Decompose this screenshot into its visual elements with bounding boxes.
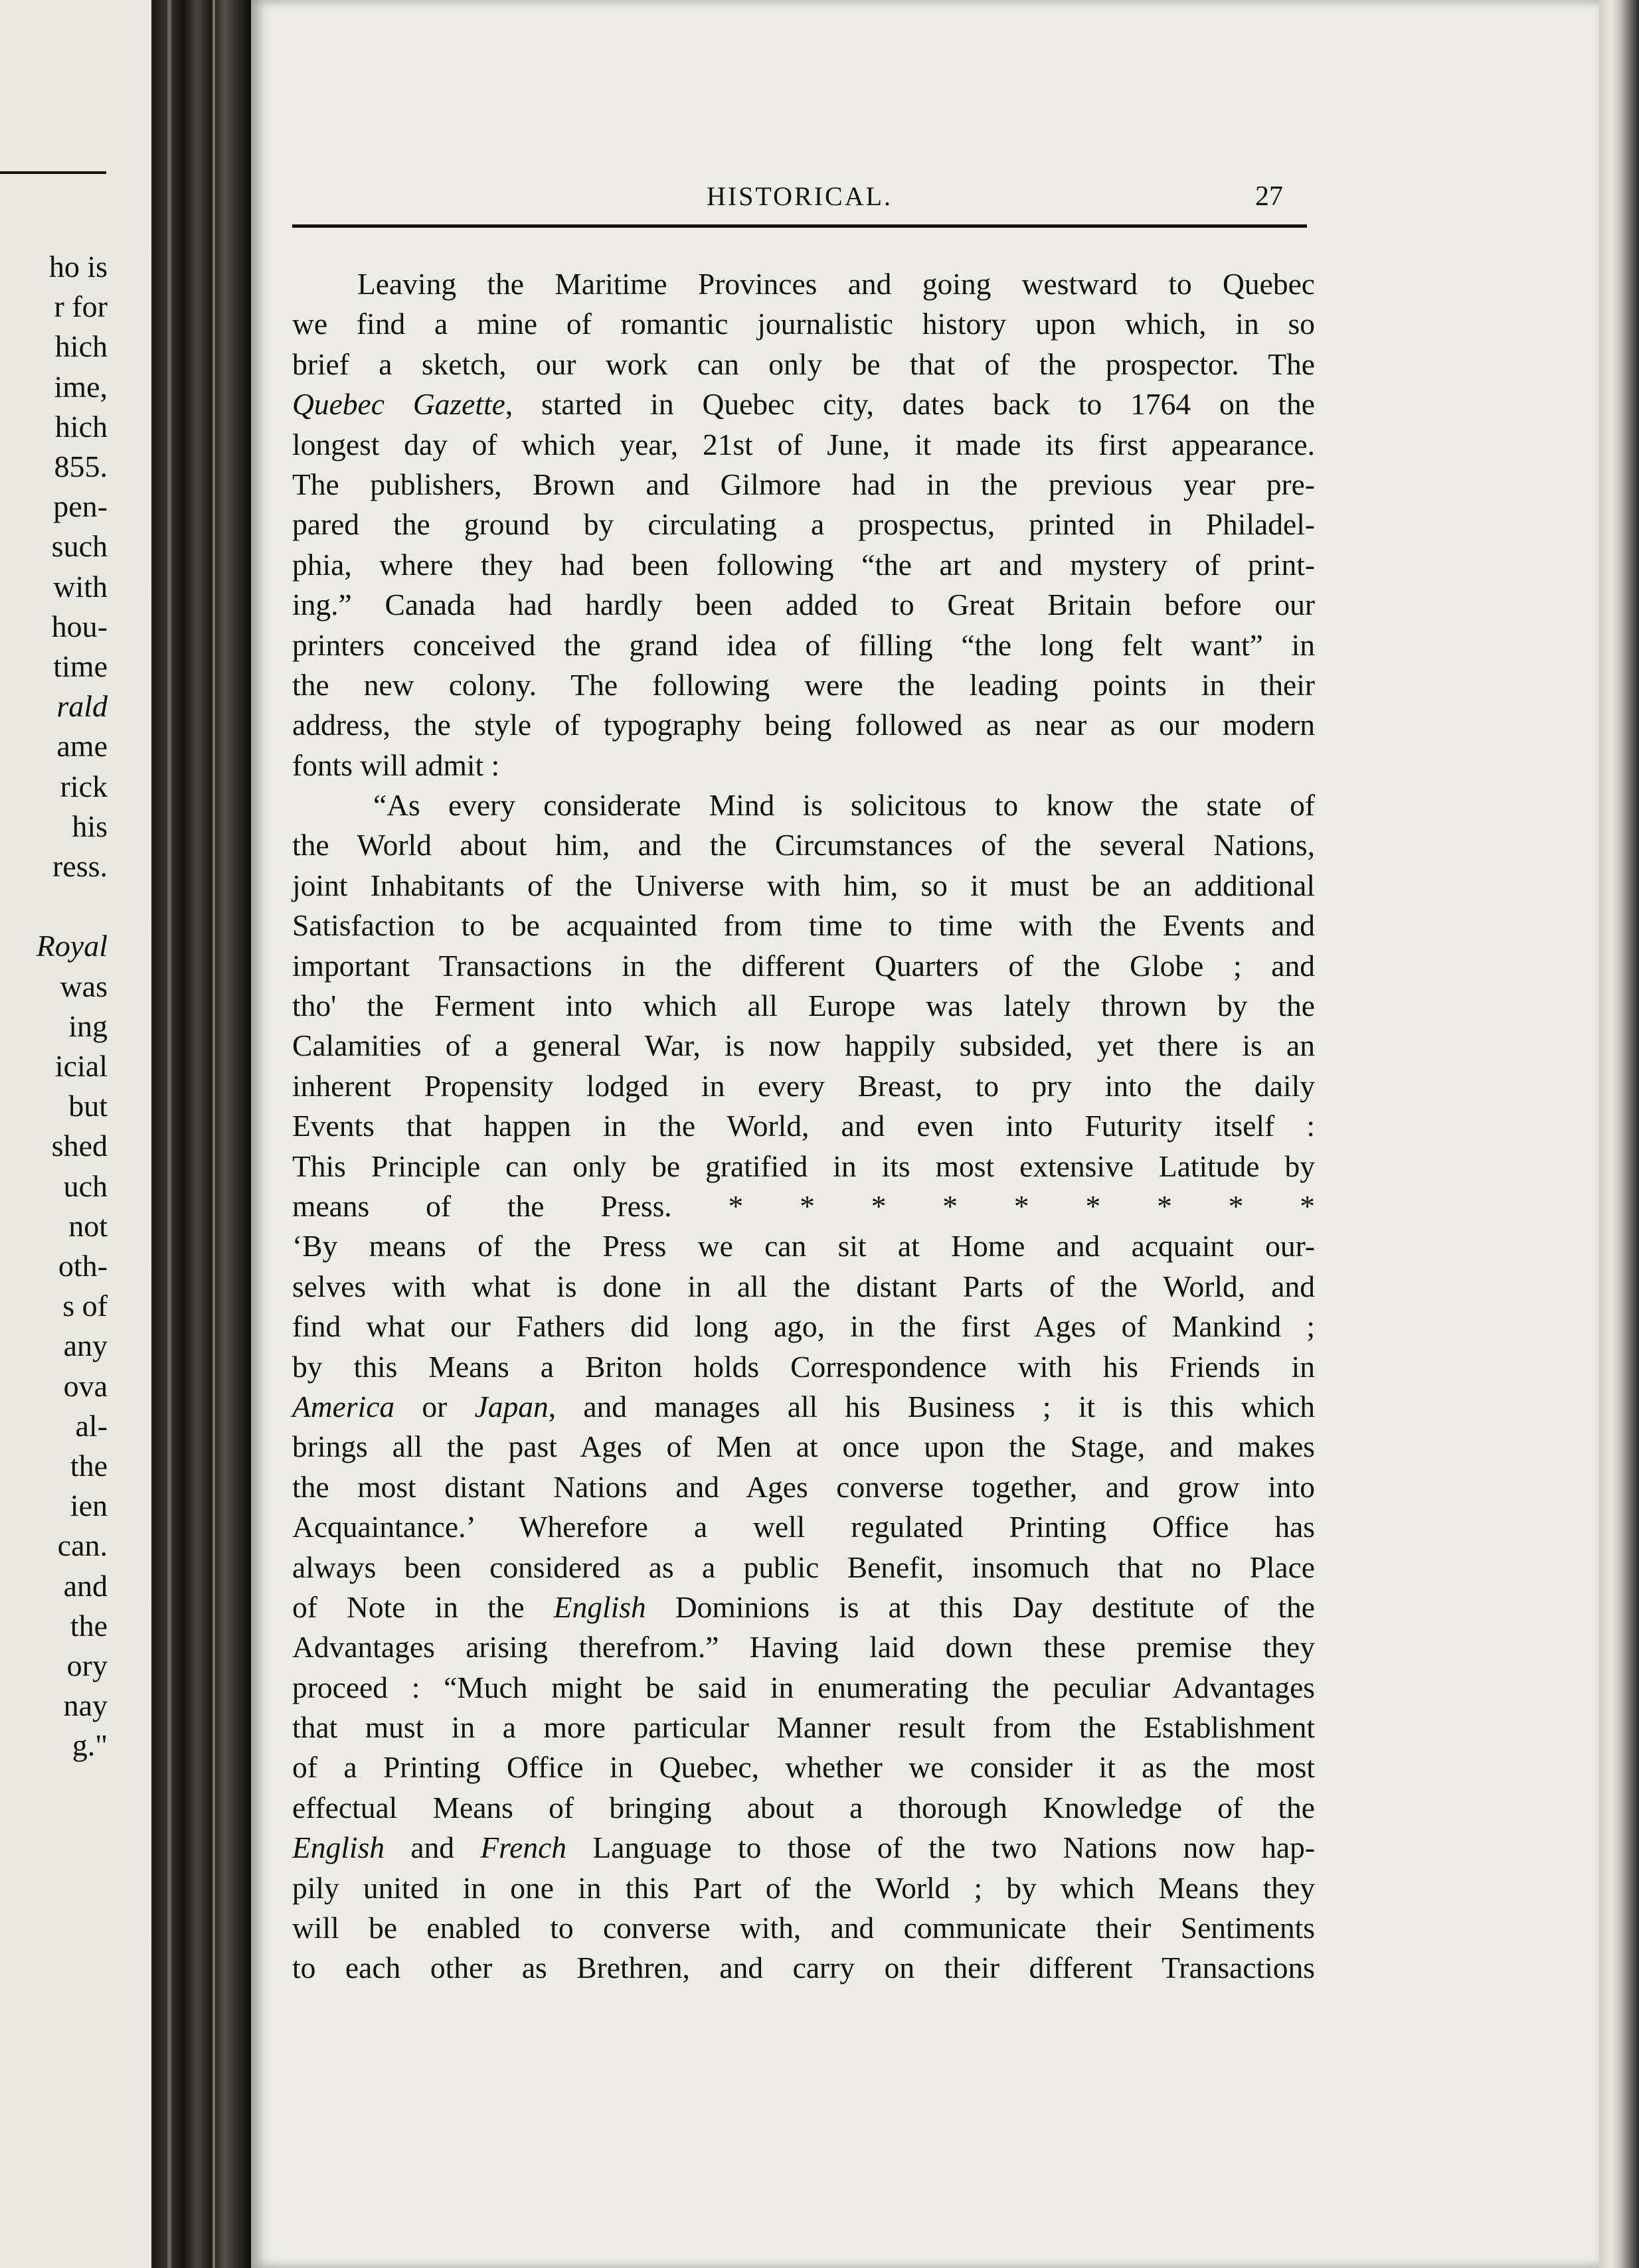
text-line: by this Means a Briton holds Correspondence with his Friends in — [292, 1349, 1315, 1384]
left-page-line: ien — [70, 1489, 108, 1523]
text-line: Events that happen in the World, and even into Futurity itself : — [292, 1109, 1315, 1143]
text-line: we find a mine of romantic journalistic history upon which, in so — [292, 307, 1315, 341]
left-page-line: can. — [57, 1528, 108, 1563]
text-line: The publishers, Brown and Gilmore had in the previous year pre- — [292, 467, 1315, 501]
text-line: tho' the Ferment into which all Europe was lately thrown by the — [292, 989, 1315, 1023]
left-page-line: rick — [60, 769, 108, 803]
text-line: will be enabled to converse with, and communicate their Sentiments — [292, 1911, 1315, 1945]
left-page-line: the — [70, 1608, 108, 1643]
left-page-line: pen- — [53, 489, 108, 524]
text-line: the new colony. The following were the leading points in their — [292, 667, 1315, 702]
gutter-highlight — [167, 0, 171, 2268]
page-number: 27 — [1255, 181, 1283, 212]
text-line: proceed : “Much might be said in enumerating the peculiar Advantages — [292, 1670, 1315, 1704]
left-page-line: any — [63, 1329, 108, 1363]
left-page-line: hou- — [51, 609, 108, 643]
left-page-line: time — [53, 649, 108, 683]
left-page-fragment — [0, 0, 151, 2268]
left-page-line: icial — [54, 1049, 108, 1083]
text-line: effectual Means of bringing about a thorough Knowledge of the — [292, 1790, 1315, 1824]
running-head: HISTORICAL. — [706, 181, 893, 211]
text-line: printers conceived the grand idea of filling “the long felt want” in — [292, 627, 1315, 662]
left-page-line: but — [68, 1089, 108, 1123]
left-page-line: was — [60, 969, 108, 1003]
text-line: brief a sketch, our work can only be that of the prospector. The — [292, 347, 1315, 381]
left-page-line: ing — [68, 1009, 108, 1043]
text-line: ing.” Canada had hardly been added to Great Britain before our — [292, 588, 1315, 622]
left-page-line: shed — [51, 1129, 108, 1163]
text-line: find what our Fathers did long ago, in the first Ages of Mankind ; — [292, 1309, 1315, 1344]
left-page-line: hich — [54, 409, 108, 444]
text-line: Advantages arising therefrom.” Having laid down these premise they — [292, 1630, 1315, 1664]
text-line: the World about him, and the Circumstances of the several Nations, — [292, 828, 1315, 862]
body-text — [292, 264, 1315, 1988]
left-page-line: his — [72, 809, 108, 843]
left-page-line: the — [70, 1449, 108, 1483]
left-page-line: nay — [63, 1688, 108, 1723]
text-line: Acquaintance.’ Wherefore a well regulated Printing Office has — [292, 1510, 1315, 1544]
text-line: phia, where they had been following “the art and mystery of print- — [292, 547, 1315, 582]
text-line: that must in a more particular Manner result from the Establishment — [292, 1710, 1315, 1745]
text-line: pared the ground by circulating a prospectus, printed in Philadel- — [292, 507, 1315, 542]
text-line: Quebec Gazette, started in Quebec city, dates back to 1764 on the — [292, 387, 1316, 422]
left-page-line: with — [53, 569, 108, 604]
left-page-line: rald — [56, 689, 108, 724]
left-page-line: uch — [63, 1169, 108, 1203]
header-rule — [292, 224, 1307, 228]
text-line: of a Printing Office in Quebec, whether we consider it as the most — [292, 1750, 1315, 1785]
left-page-line: and — [63, 1568, 108, 1603]
text-line: the most distant Nations and Ages converse together, and grow into — [292, 1469, 1315, 1504]
left-page-line: such — [51, 529, 108, 564]
book-gutter — [151, 0, 251, 2268]
left-page-line: ory — [66, 1649, 108, 1682]
left-page-line: g." — [72, 1728, 108, 1763]
text-line: to each other as Brethren, and carry on their different Transactions — [292, 1951, 1315, 1985]
text-line: always been considered as a public Benefit, insomuch that no Place — [292, 1550, 1315, 1584]
left-page-line: r for — [54, 289, 108, 324]
text-line: selves with what is done in all the distant Parts of the World, and — [292, 1269, 1315, 1303]
left-page-line: s of — [62, 1289, 108, 1323]
text-line: America or Japan, and manages all his Business ; it is this which — [292, 1389, 1315, 1423]
left-page-line: ova — [63, 1368, 108, 1403]
left-page-line: not — [68, 1208, 108, 1243]
left-page-rule — [0, 171, 106, 174]
left-page-line: 855. — [54, 449, 108, 483]
left-page-line: ime, — [54, 369, 108, 404]
left-page-line: hich — [54, 329, 108, 364]
text-line: brings all the past Ages of Men at once upon the Stage, and makes — [292, 1429, 1315, 1464]
text-line: longest day of which year, 21st of June, it made its first appearance. — [292, 427, 1315, 461]
text-line: This Principle can only be gratified in its most extensive Latitude by — [292, 1149, 1315, 1183]
page-header — [292, 171, 1307, 224]
text-line: means of the Press. * * * * * * * * * — [292, 1188, 1315, 1223]
left-page-line: oth- — [58, 1249, 108, 1283]
text-line: of Note in the English Dominions is at this Day destitute of the — [292, 1589, 1316, 1624]
text-line: joint Inhabitants of the Universe with him, so it must be an additional — [292, 868, 1315, 902]
text-line: Leaving the Maritime Provinces and going westward to Quebec — [357, 267, 1315, 301]
left-page-line: Royal — [36, 929, 108, 963]
text-line: English and French Language to those of the two Nations now hap- — [292, 1830, 1315, 1865]
text-line: fonts will admit : — [292, 748, 500, 782]
left-page-line: ress. — [52, 849, 108, 883]
text-line: Satisfaction to be acquainted from time to time with the Events and — [292, 908, 1315, 943]
text-line: Calamities of a general War, is now happily subsided, yet there is an — [292, 1028, 1315, 1063]
gutter-highlight-2 — [213, 0, 215, 2268]
text-line: inherent Propensity lodged in every Breast, to pry into the daily — [292, 1068, 1315, 1103]
left-page-line: ho is — [48, 250, 108, 284]
left-page-line: al- — [75, 1408, 108, 1443]
page-edge — [1599, 0, 1639, 2268]
text-line: address, the style of typography being followed as near as our modern — [292, 708, 1315, 742]
text-line: important Transactions in the different Quarters of the Globe ; and — [292, 948, 1315, 983]
left-page-line: ame — [56, 729, 108, 764]
text-line: ‘By means of the Press we can sit at Home and acquaint our- — [292, 1229, 1315, 1263]
text-line: “As every considerate Mind is solicitous to know the state of — [373, 788, 1315, 823]
text-line: pily united in one in this Part of the World ; by which Means they — [292, 1870, 1315, 1905]
